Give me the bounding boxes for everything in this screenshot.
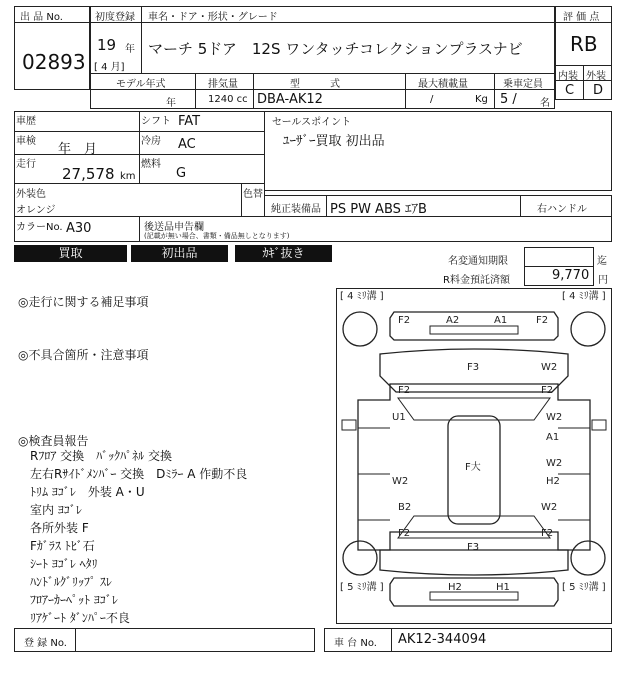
inspector-note: 左右Rｻｲﾄﾞﾒﾝﾊﾞｰ 交換 Dﾐﾗｰ A 作動不良 (30, 467, 248, 481)
mark-door-fr-w2: W2 (546, 412, 563, 423)
mark-quarter-rl-f2: F2 (398, 528, 411, 539)
mark-fender-fl: F2 (398, 385, 411, 396)
inspector-note: ﾘｱｹﾞｰﾄ ﾀﾞﾝﾊﾟｰ不良 (30, 611, 130, 625)
shift-label: シフト (141, 116, 171, 127)
reg-label: 初度登録 (95, 12, 135, 23)
equipment-label: 純正装備品 (271, 204, 321, 215)
mark-quarter-rr-w2: W2 (541, 502, 558, 513)
recycle-label: R料金預託済額 (443, 275, 510, 286)
color-label: 外装色 (16, 189, 46, 200)
displacement-value: 1240 cc (208, 94, 248, 105)
mark-front-bumper-right: F2 (536, 315, 549, 326)
mark-front-bumper-left: F2 (398, 315, 411, 326)
color-value: オレンジ (16, 205, 56, 216)
mark-door-rr-h2: H2 (546, 476, 560, 487)
inspector-note: 各所外装 F (30, 521, 89, 535)
mark-front-bumper-a2: A2 (446, 315, 460, 326)
mark-front-bumper-a1: A1 (494, 315, 508, 326)
mileage-value: 27,578 (62, 165, 115, 183)
equipment-value: PS PW ABS ｴｱB (330, 202, 427, 217)
car-name-label: 車名・ドア・形状・グレード (148, 12, 278, 23)
shift-value: FAT (178, 114, 201, 129)
model-year-unit: 年 (166, 98, 176, 109)
rear-window (398, 516, 550, 538)
notice-field (524, 247, 594, 267)
mark-roof: F大 (465, 462, 481, 473)
load-label: 最大積載量 (418, 79, 468, 90)
inspection-label: 車検 (16, 136, 36, 147)
notice-suffix: 迄 (597, 256, 607, 267)
exterior-score: D (593, 83, 604, 98)
inspector-note: 室内 ﾖｺﾞﾚ (30, 503, 82, 517)
lot-label: 出 品 No. (20, 12, 63, 23)
reg-year-unit: 年 (125, 44, 135, 55)
fuel-value: G (176, 166, 187, 181)
front-grille (430, 326, 518, 334)
color-change-label: 色替 (243, 189, 263, 200)
ac-label: 冷房 (141, 136, 161, 147)
mark-hood: F3 (467, 362, 480, 373)
reg-no-cell (75, 628, 315, 652)
mark-door-rr-w2: W2 (546, 458, 563, 469)
interior-score: C (565, 83, 575, 98)
color-no-label: カラーNo. (16, 222, 63, 233)
tire-tread-fl: [ 4 ﾐﾘ溝 ] (340, 291, 384, 302)
inspector-note: ﾊﾝﾄﾞﾙｸﾞﾘｯﾌﾟ ｽﾚ (30, 575, 112, 589)
reg-year: 19 (97, 36, 117, 54)
inspector-note: Rﾌﾛｱ 交換 ﾊﾞｯｸﾊﾟﾈﾙ 交換 (30, 449, 172, 463)
load-unit: Kg (475, 94, 488, 105)
load-value: / (430, 94, 434, 105)
capacity-label: 乗車定員 (503, 79, 543, 90)
sales-point-label: セールスポイント (272, 117, 352, 128)
capacity-value: 5 / (500, 92, 517, 107)
car-name: マーチ 5ドア 12S ワンタッチコレクションプラスナビ (148, 40, 523, 58)
tire-tread-fr: [ 4 ﾐﾘ溝 ] (562, 291, 606, 302)
badge-buyback: 買取 (14, 245, 127, 262)
chassis-label: 車 台 No. (334, 638, 377, 649)
ac-value: AC (178, 137, 196, 152)
interior-label: 内装 (558, 71, 578, 82)
notice-label: 名変通知期限 (448, 256, 508, 267)
inspector-note: ﾄﾘﾑ ﾖｺﾞﾚ 外装 A・U (30, 485, 145, 499)
badge-key-removed: ｶｷﾞ抜き (235, 245, 332, 262)
sales-point-value: ﾕｰｻﾞｰ買取 初出品 (283, 134, 385, 149)
exterior-label: 外装 (586, 71, 606, 82)
badge-first-listing: 初出品 (131, 245, 228, 262)
reg-no-label: 登 録 No. (24, 638, 67, 649)
tire-rear-left (343, 541, 377, 575)
recycle-unit: 円 (598, 275, 608, 286)
model-year-label: モデル年式 (116, 79, 166, 90)
type-label: 型 式 (290, 79, 340, 90)
door-mirror-right (592, 420, 606, 430)
history-label: 車歴 (16, 116, 36, 127)
section-defects: ◎不具合箇所・注意事項 (18, 348, 149, 362)
rear-plate (430, 592, 518, 600)
chassis-number: AK12-344094 (398, 632, 487, 647)
mark-fender-fr-w2: W2 (541, 362, 558, 373)
mark-door-fl: U1 (392, 412, 406, 423)
trunk-outline (380, 550, 568, 575)
tire-tread-rl: [ 5 ﾐﾘ溝 ] (340, 582, 384, 593)
mark-quarter-rr-f2: F2 (541, 528, 554, 539)
mark-rear-bumper-h1: H1 (496, 582, 510, 593)
section-driving: ◎走行に関する補足事項 (18, 295, 149, 309)
grade-value: RB (570, 32, 598, 56)
section-inspector: ◎検査員報告 (18, 434, 89, 448)
tire-front-left (343, 312, 377, 346)
grade-label: 評 価 点 (563, 12, 600, 23)
tire-front-right (571, 312, 605, 346)
inspection-value: 年 月 (58, 142, 98, 157)
handle-value: 右ハンドル (537, 204, 587, 215)
capacity-unit: 名 (540, 98, 550, 109)
type-code: DBA-AK12 (257, 92, 323, 107)
displacement-label: 排気量 (208, 79, 238, 90)
mileage-label: 走行 (16, 159, 36, 170)
windshield (398, 398, 550, 420)
reg-month: [ 4 月] (94, 62, 125, 73)
lot-number: 02893 (22, 50, 86, 74)
inspector-note: Fｶﾞﾗｽ ﾄﾋﾞ石 (30, 539, 95, 553)
fuel-label: 燃料 (141, 159, 161, 170)
after-report-note: (記載が無い場合、書類・備品無しとなります) (144, 232, 290, 240)
mark-trunk: F3 (467, 542, 480, 553)
mark-door-fr-a1: A1 (546, 432, 560, 443)
tire-rear-right (571, 541, 605, 575)
mileage-unit: km (120, 171, 136, 182)
inspector-note: ｼｰﾄ ﾖｺﾞﾚ ﾍﾀﾘ (30, 557, 98, 571)
inspector-note: ﾌﾛｱｰｶｰﾍﾟｯﾄ ﾖｺﾞﾚ (30, 593, 118, 607)
door-mirror-left (342, 420, 356, 430)
color-no-value: A30 (66, 221, 92, 236)
mark-fender-fr-f2: F2 (541, 385, 554, 396)
recycle-value: 9,770 (552, 268, 590, 283)
car-damage-diagram (336, 288, 612, 624)
mark-rear-bumper-h2: H2 (448, 582, 462, 593)
mark-quarter-rl-b2: B2 (398, 502, 412, 513)
mark-door-rl: W2 (392, 476, 409, 487)
tire-tread-rr: [ 5 ﾐﾘ溝 ] (562, 582, 606, 593)
after-report-label: 後送品申告欄 (144, 222, 204, 233)
